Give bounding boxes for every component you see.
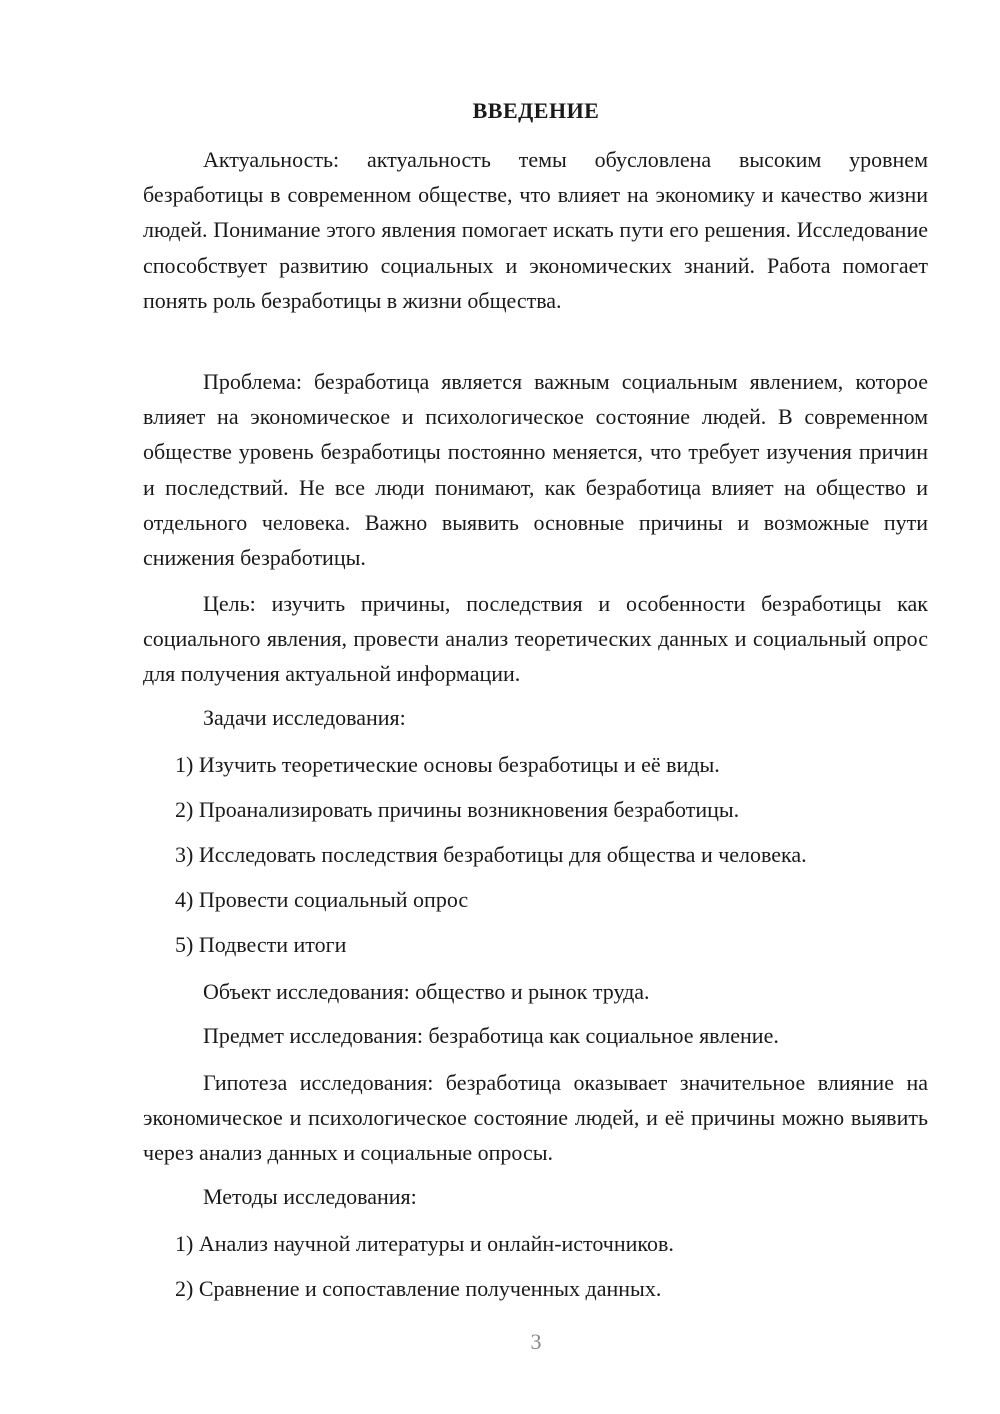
subject-block xyxy=(143,1021,928,1051)
methods-heading: Методы исследования: xyxy=(203,1184,417,1209)
research-subject: Предмет исследования: безработица как социальное явление. xyxy=(203,1023,779,1048)
task-item xyxy=(143,795,928,825)
problem-paragraph: Проблема: безработица является важным социальным явлением, которое влияет на экономическое и психологическое состояние людей. В современном обществе уровень безработицы постоянно меняется, что требует изучения причин и последствий. Не все люди понимают, как безработица влияет на общество и отдельного человека. Важно выявить основные причины и возможные пути снижения безработицы. xyxy=(143,369,928,571)
task-item xyxy=(143,840,928,870)
problem-paragraph-block xyxy=(143,364,928,575)
task-item xyxy=(143,750,928,780)
page-number: 3 xyxy=(530,1329,542,1354)
method-item-2: 2) Сравнение и сопоставление полученных данных. xyxy=(175,1276,662,1301)
research-object: Объект исследования: общество и рынок труда. xyxy=(203,979,650,1004)
methods-heading-block xyxy=(143,1182,928,1212)
tasks-heading: Задачи исследования: xyxy=(203,705,406,730)
task-item xyxy=(143,930,928,960)
hypothesis-paragraph: Гипотеза исследования: безработица оказывает значительное влияние на экономическое и психологическое состояние людей, и её причины можно выявить через анализ данных и социальные опросы. xyxy=(143,1070,928,1166)
hypothesis-paragraph-block xyxy=(143,1065,928,1171)
task-item xyxy=(143,885,928,915)
task-item-3: 3) Исследовать последствия безработицы для общества и человека. xyxy=(175,842,807,867)
object-block xyxy=(143,977,928,1007)
section-title: ВВЕДЕНИЕ xyxy=(472,98,600,123)
task-item-2: 2) Проанализировать причины возникновения безработицы. xyxy=(175,797,740,822)
method-item xyxy=(143,1274,928,1304)
task-item-5: 5) Подвести итоги xyxy=(175,932,347,957)
task-item-4: 4) Провести социальный опрос xyxy=(175,887,469,912)
actuality-paragraph: Актуальность: актуальность темы обусловлена высоким уровнем безработицы в современном обществе, что влияет на экономику и качество жизни людей. Понимание этого явления помогает искать пути его решения. Исследование способствует развитию социальных и экономических знаний. Работа помогает понять роль безработицы в жизни общества. xyxy=(143,147,928,313)
actuality-paragraph-block xyxy=(143,142,928,318)
method-item xyxy=(143,1229,928,1259)
method-item-1: 1) Анализ научной литературы и онлайн-источников. xyxy=(175,1231,674,1256)
tasks-heading-block xyxy=(143,703,928,733)
goal-paragraph-block xyxy=(143,586,928,692)
task-item-1: 1) Изучить теоретические основы безработицы и её виды. xyxy=(175,752,720,777)
goal-paragraph: Цель: изучить причины, последствия и особенности безработицы как социального явления, провести анализ теоретических данных и социальный опрос для получения актуальной информации. xyxy=(143,591,928,687)
